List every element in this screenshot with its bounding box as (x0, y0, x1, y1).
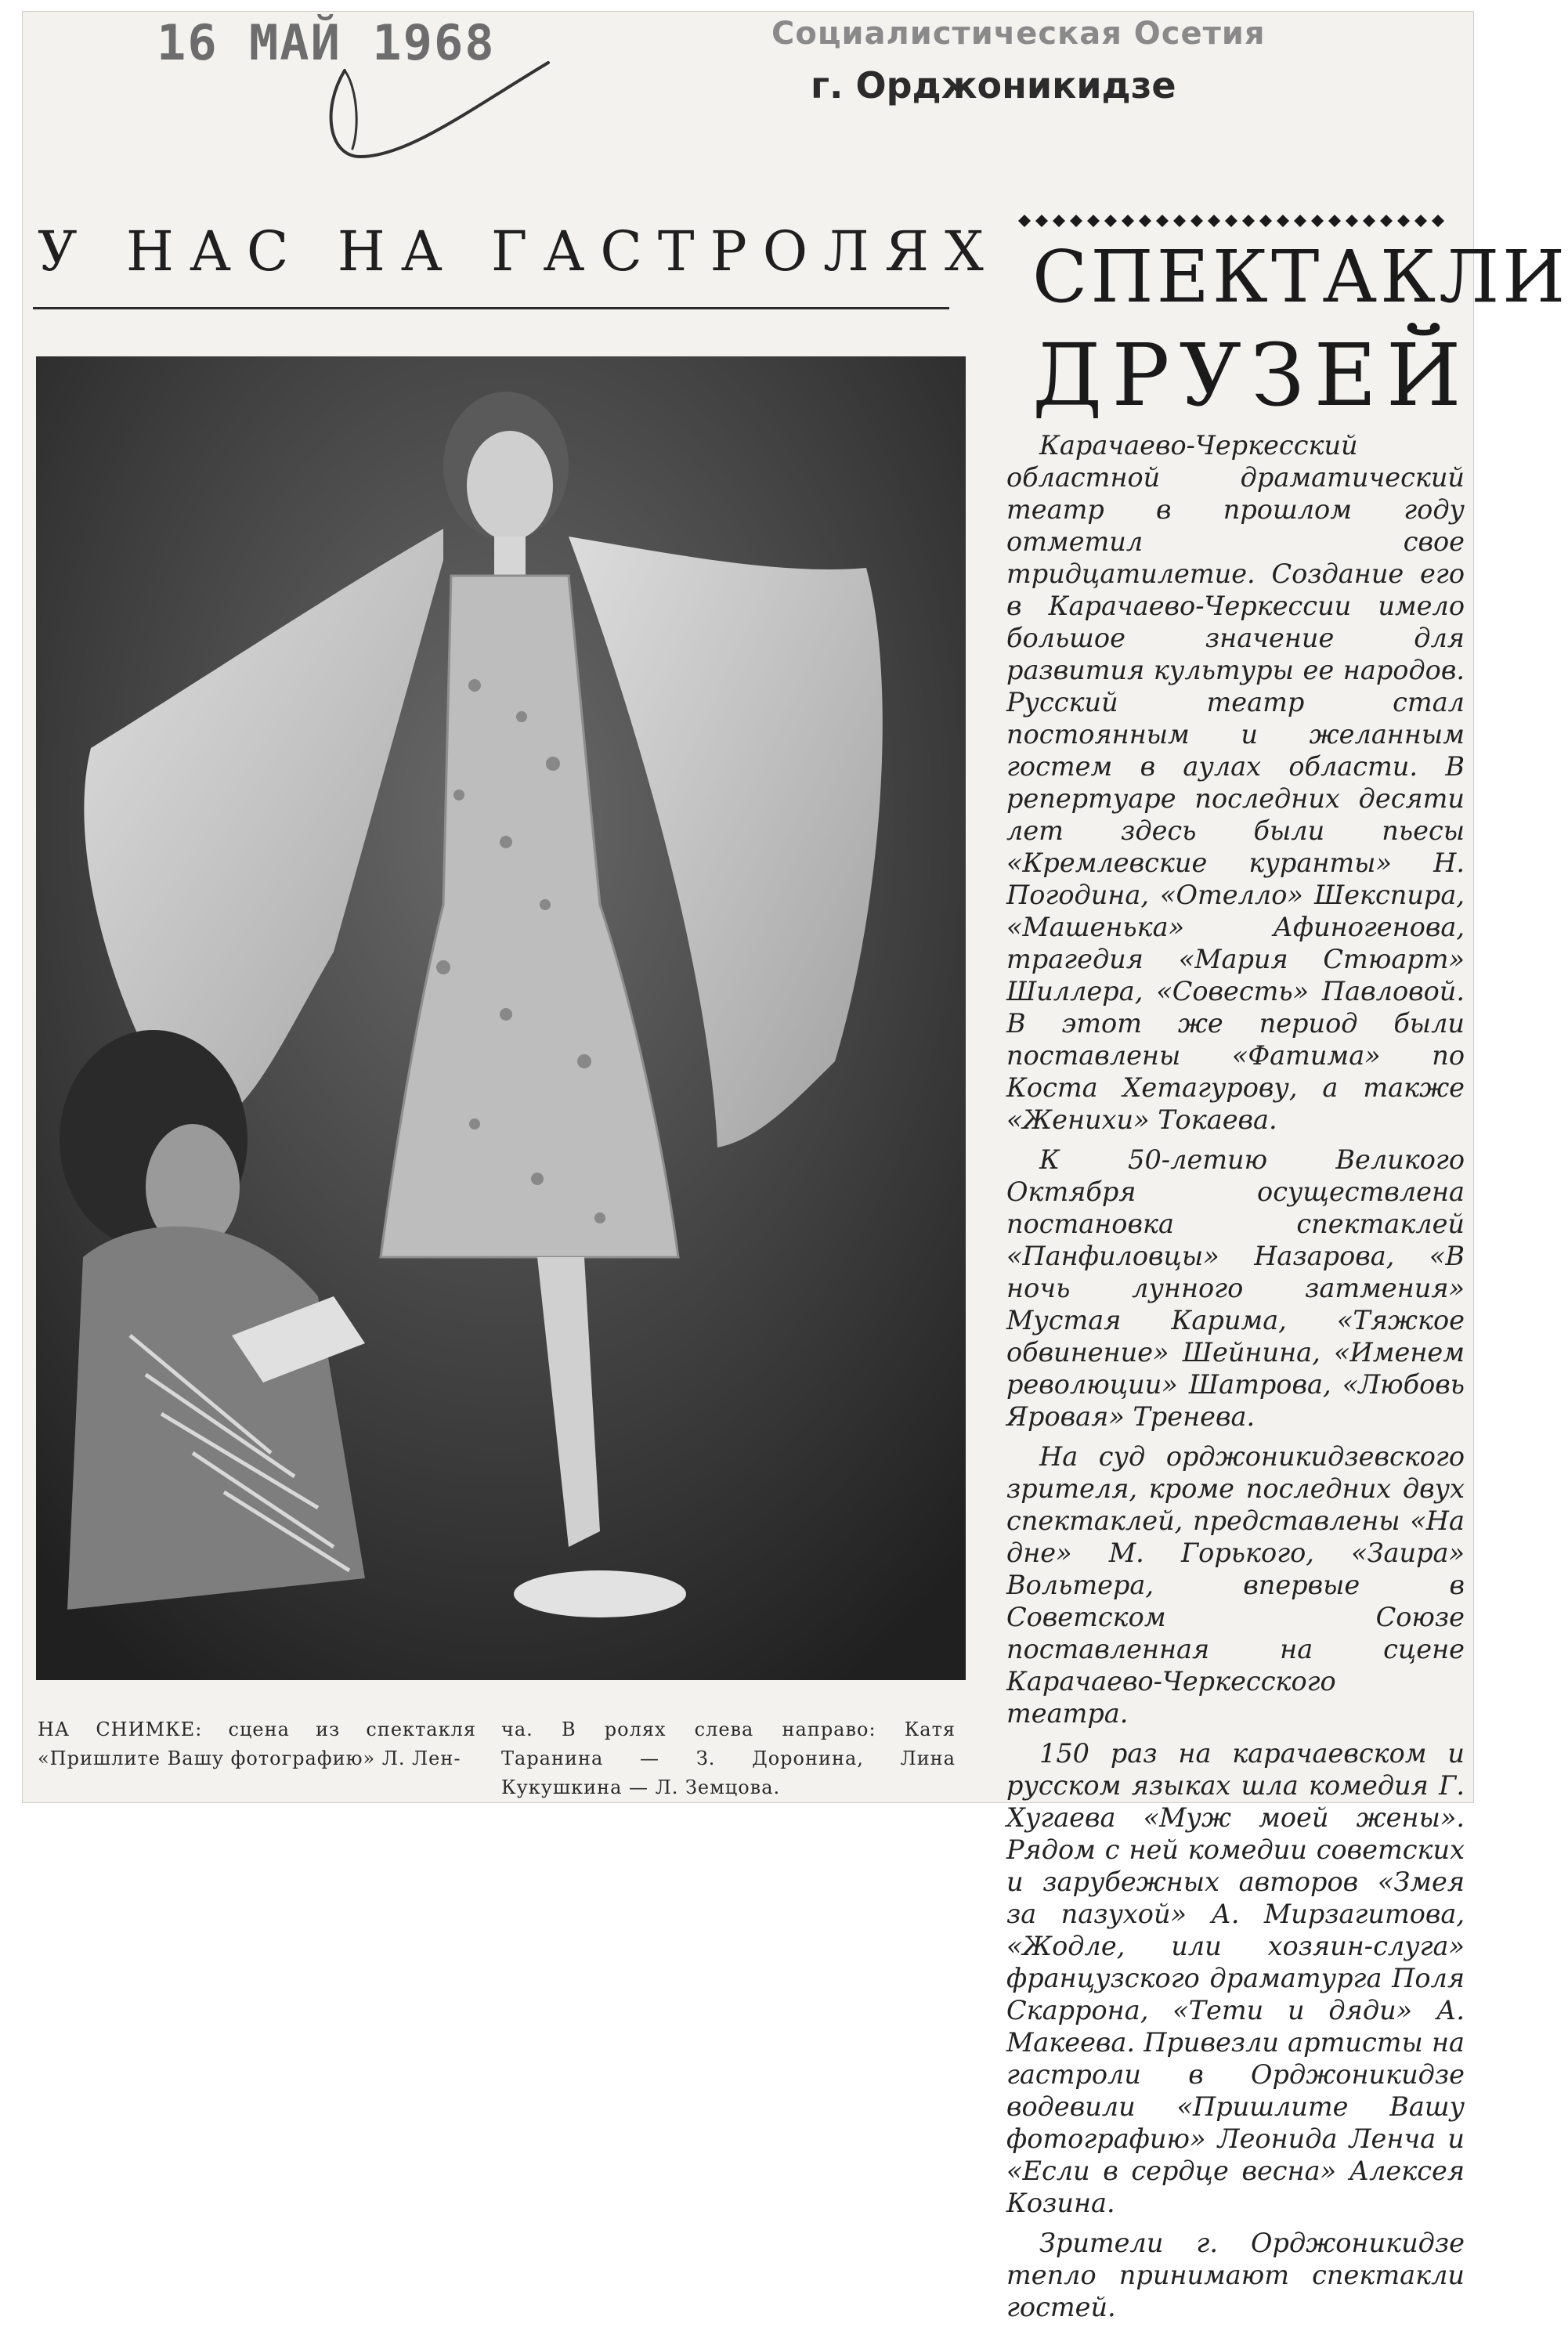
stamp-date: 16 МАЙ 1968 (157, 14, 496, 71)
ornament-diamond (1139, 215, 1151, 227)
article-body (1006, 429, 1465, 2331)
ornament-diamond (1259, 215, 1272, 227)
photo-caption-right: ча. В ролях слева направо: Катя Таранина — З. Доронина, Лина Кукушкина — Л. Земцова. (501, 1718, 956, 1798)
rubric-heading: У НАС НА ГАСТРОЛЯХ (38, 219, 999, 284)
article-paragraph-5: Зрители г. Орджоникидзе тепло принимают спектакли гостей. (1006, 2228, 1465, 2322)
ornament-diamond (1173, 215, 1186, 227)
article-title-line2: ДРУЗЕЙ (1032, 325, 1471, 425)
stamp-publication: Социалистическая Осетия (771, 16, 1266, 52)
handwritten-signature (313, 39, 564, 180)
ornament-diamond (1156, 215, 1169, 227)
rubric-divider (33, 307, 949, 309)
ornament-diamond (1122, 215, 1134, 227)
ornament-diamond (1277, 215, 1289, 227)
stage-photo (36, 356, 966, 1680)
ornament-diamond (1414, 215, 1427, 227)
ornament-diamond (1053, 215, 1065, 227)
ornament-diamond (1087, 215, 1100, 227)
article-title-line1: СПЕКТАКЛИ (1032, 235, 1568, 319)
ornament-diamond (1346, 215, 1358, 227)
ornament-diamond (1104, 215, 1117, 227)
ornament-diamond (1018, 215, 1031, 227)
ornament-diamond (1311, 215, 1324, 227)
title-ornament (1012, 211, 1447, 230)
article-paragraph-3: На суд орджоникидзевского зрителя, кроме последних двух спектаклей, представлены «На дне» М. Горького, «Заира» Вольтера, впервые в Советском Союзе поставленная на сцене Карачаево-Черкесского театра. (1006, 1441, 1465, 1729)
ornament-diamond (1294, 215, 1306, 227)
ornament-diamond (1208, 215, 1220, 227)
ornament-diamond (1363, 215, 1375, 227)
ornament-diamond (1242, 215, 1255, 227)
photo-caption-left: НА СНИМКЕ: сцена из спектакля «Пришлите Вашу фотографию» Л. Лен- (38, 1718, 476, 1769)
ornament-diamond (1328, 215, 1341, 227)
ornament-diamond (1432, 215, 1444, 227)
ornament-diamond (1380, 215, 1393, 227)
ornament-diamond (1070, 215, 1082, 227)
ornament-diamond (1035, 215, 1048, 227)
stage-photo-image (36, 356, 966, 1680)
article-paragraph-4: 150 раз на карачаевском и русском языках шла комедия Г. Хугаева «Муж моей жены». Рядом с ней комедии советских и зарубежных авторов «Змея за пазухой» А. Мирзагитова, «Жодле, или хозяин-слуга» французского драматурга Поля Скаррона, «Тети и дяди» А. Макеева. Привезли артисты на гастроли в Орджоникидзе водевили «Пришлите Вашу фотографию» Леонида Ленча и «Если в сердце весна» Алексея Козина. (1006, 1738, 1465, 2218)
ornament-diamond (1397, 215, 1410, 227)
article-paragraph-1: Карачаево-Черкесский областной драматический театр в прошлом году отметил свое тридцатилетие. Создание его в Карачаево-Черкессии имело большое значение для развития культуры ее народов. Русский театр стал постоянным и желанным гостем в аулах области. В репертуаре последних десяти лет здесь были пьесы «Кремлевские куранты» Н. Погодина, «Отелло» Шекспира, «Машенька» Афиногенова, трагедия «Мария Стюарт» Шиллера, «Совесть» Павловой. В этот же период были поставлены «Фатима» по Коста Хетагурову, а также «Женихи» Токаева. (1006, 430, 1465, 1135)
article-paragraph-2: К 50-летию Великого Октября осуществлена постановка спектаклей «Панфиловцы» Назарова, «В ночь лунного затмения» Мустая Карима, «Тяжкое обвинение» Шейнина, «Именем революции» Шатрова, «Любовь Яровая» Тренева. (1006, 1144, 1465, 1432)
stamp-city: г. Орджоникидзе (811, 64, 1176, 107)
ornament-diamond (1225, 215, 1237, 227)
ornament-diamond (1190, 215, 1203, 227)
